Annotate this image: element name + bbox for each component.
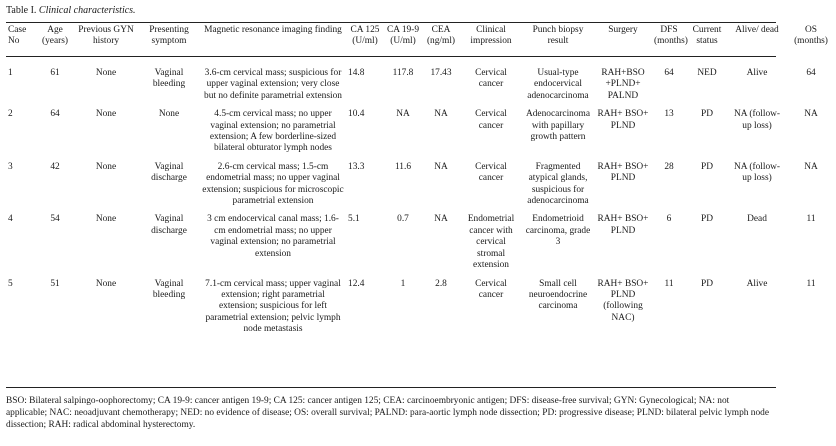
cell-dfs: 28 bbox=[664, 161, 674, 172]
cell-os: 11 bbox=[806, 214, 816, 225]
cell-dfs: 13 bbox=[664, 109, 674, 120]
cell-symptom: Vaginal bleeding bbox=[152, 68, 186, 90]
cell-current-status: PD bbox=[701, 161, 713, 172]
cell-surgery: RAH+ BSO+ PLND bbox=[597, 214, 649, 236]
cell-cea: 17.43 bbox=[430, 68, 452, 78]
cell-alive-dead: Alive bbox=[746, 68, 768, 78]
col-header: Previous GYN history bbox=[78, 25, 134, 47]
cell-ca199: 117.8 bbox=[392, 68, 414, 78]
cell-case-no: 4 bbox=[8, 214, 13, 225]
cell-current-status: NED bbox=[697, 68, 717, 78]
cell-clinical-impression: Cervical cancer bbox=[475, 161, 507, 184]
cell-biopsy-result: Fragmented atypical glands, suspicious for adenocarcinoma bbox=[527, 161, 589, 207]
cell-surgery: RAH+ BSO+ PLND bbox=[597, 109, 649, 131]
col-header: Presenting symptom bbox=[149, 25, 189, 47]
cell-surgery: RAH+BSO +PLND+ PALND bbox=[601, 68, 645, 101]
cell-cea: NA bbox=[434, 109, 448, 120]
cell-dfs: 6 bbox=[666, 214, 672, 225]
cell-current-status: PD bbox=[701, 278, 713, 289]
cell-dfs: 64 bbox=[664, 68, 674, 78]
clinical-characteristics-table bbox=[6, 25, 836, 343]
col-header: Surgery bbox=[608, 25, 638, 35]
cell-gyn-history: None bbox=[95, 214, 117, 225]
cell-gyn-history: None bbox=[95, 68, 117, 78]
cell-surgery: RAH+ BSO+ PLND bbox=[597, 161, 649, 184]
col-header: Current status bbox=[692, 25, 722, 47]
table-row bbox=[6, 56, 836, 109]
table-footnote: BSO: Bilateral salpingo-oophorectomy; CA 19-9: cancer antigen 19-9; CA 125: cancer antigen 125; CEA: carcinoembryonic antigen; DFS: disease-free survival; GYN: Gynecological; NA: not applicable; NAC: neoadjuvant chemotherapy; NED: no evidence of disease; OS: overall survival; PALND: para-aortic lymph node dissection; PD: progressive disease; PLND: bilateral pelvic lymph node dissection; RAH: radical abdominal hysterectomy. bbox=[6, 396, 770, 430]
table-row bbox=[6, 109, 836, 162]
table-row bbox=[6, 279, 836, 343]
cell-biopsy-result: Adenocarcinoma with papillary growth pattern bbox=[525, 109, 591, 143]
cell-symptom: Vaginal discharge bbox=[151, 214, 187, 236]
cell-clinical-impression: Cervical cancer bbox=[475, 68, 507, 90]
cell-mri-finding: 7.1-cm cervical mass; upper vaginal extension; right parametrial extension; suspicious for left parametrial extension; pelvic lymph node metastasis bbox=[205, 278, 341, 335]
caption-label: Table I. bbox=[6, 5, 37, 16]
cell-mri-finding: 2.6-cm cervical mass; 1.5-cm endometrial mass; no upper vaginal extension; suspicious for microscopic parametrial extension bbox=[202, 161, 344, 207]
table-top-rule bbox=[6, 22, 776, 23]
cell-alive-dead: Dead bbox=[747, 214, 767, 225]
col-header: Case No bbox=[8, 25, 27, 47]
cell-mri-finding: 3 cm endocervical canal mass; 1.6-cm endometrial mass; no upper vaginal extension; no parametrial extension bbox=[207, 214, 339, 259]
col-header: CEA (ng/ml) bbox=[426, 25, 456, 47]
cell-alive-dead: NA (follow-up loss) bbox=[733, 161, 781, 184]
cell-ca125: 13.3 bbox=[348, 161, 365, 172]
col-header: Magnetic resonance imaging finding bbox=[204, 25, 342, 35]
cell-case-no: 1 bbox=[8, 68, 13, 78]
cell-age: 42 bbox=[50, 161, 60, 172]
col-header: Age (years) bbox=[41, 25, 69, 47]
col-header: Alive/ dead bbox=[735, 25, 779, 35]
cell-age: 61 bbox=[50, 68, 60, 78]
caption-title: Clinical characteristics. bbox=[38, 5, 136, 16]
col-header: OS (months) bbox=[794, 25, 828, 47]
cell-ca199: 1 bbox=[400, 278, 406, 289]
col-header: DFS (months) bbox=[654, 25, 688, 47]
col-header: Punch biopsy result bbox=[532, 25, 584, 47]
cell-mri-finding: 4.5-cm cervical mass; no upper vaginal extension; no parametrial extension; A few borderline-sized bilateral obturator lymph nodes bbox=[209, 109, 337, 154]
cell-symptom: Vaginal bleeding bbox=[152, 278, 186, 300]
cell-clinical-impression: Endometrial cancer with cervical stromal extension bbox=[467, 214, 515, 271]
cell-ca125: 14.8 bbox=[348, 68, 365, 78]
cell-os: 64 bbox=[806, 68, 816, 78]
cell-cea: 2.8 bbox=[435, 278, 447, 289]
cell-gyn-history: None bbox=[95, 109, 117, 120]
cell-ca125: 12.4 bbox=[348, 278, 365, 289]
cell-case-no: 2 bbox=[8, 109, 13, 120]
cell-biopsy-result: Usual-type endocervical adenocarcinoma bbox=[527, 68, 589, 101]
cell-ca125: 5.1 bbox=[348, 214, 360, 225]
cell-biopsy-result: Small cell neuroendocrine carcinoma bbox=[528, 278, 588, 312]
cell-case-no: 5 bbox=[8, 278, 13, 289]
col-header: Clinical impression bbox=[470, 25, 512, 47]
cell-os: NA bbox=[804, 161, 818, 172]
cell-os: NA bbox=[804, 109, 818, 120]
table-row bbox=[6, 214, 836, 278]
cell-mri-finding: 3.6-cm cervical mass; suspicious for upper vaginal extension; very close but no definite parametrial extension bbox=[204, 68, 342, 101]
cell-biopsy-result: Endometrioid carcinoma, grade 3 bbox=[525, 214, 591, 248]
table-bottom-rule bbox=[6, 387, 776, 388]
table-caption bbox=[6, 5, 136, 17]
cell-os: 11 bbox=[806, 278, 816, 289]
cell-current-status: PD bbox=[701, 109, 713, 120]
cell-current-status: PD bbox=[701, 214, 713, 225]
cell-symptom: None bbox=[158, 109, 180, 120]
cell-clinical-impression: Cervical cancer bbox=[475, 278, 507, 300]
cell-case-no: 3 bbox=[8, 161, 13, 172]
cell-clinical-impression: Cervical cancer bbox=[475, 109, 507, 131]
cell-cea: NA bbox=[434, 214, 448, 225]
cell-ca125: 10.4 bbox=[348, 109, 365, 120]
col-header: CA 19-9 (U/ml) bbox=[386, 25, 420, 47]
cell-age: 54 bbox=[50, 214, 60, 225]
table-row bbox=[6, 162, 836, 215]
cell-age: 64 bbox=[50, 109, 60, 120]
cell-ca199: 0.7 bbox=[397, 214, 409, 225]
cell-gyn-history: None bbox=[95, 278, 117, 289]
cell-surgery: RAH+ BSO+ PLND (following NAC) bbox=[597, 278, 649, 323]
cell-cea: NA bbox=[434, 161, 448, 172]
cell-symptom: Vaginal discharge bbox=[151, 161, 187, 184]
cell-alive-dead: NA (follow-up loss) bbox=[733, 109, 781, 131]
cell-age: 51 bbox=[50, 278, 60, 289]
col-header: CA 125 (U/ml) bbox=[350, 25, 380, 47]
cell-ca199: NA bbox=[396, 109, 410, 120]
cell-dfs: 11 bbox=[664, 278, 674, 289]
cell-ca199: 11.6 bbox=[394, 161, 412, 172]
table-header-row bbox=[6, 25, 836, 56]
cell-gyn-history: None bbox=[95, 161, 117, 172]
cell-alive-dead: Alive bbox=[746, 278, 768, 289]
